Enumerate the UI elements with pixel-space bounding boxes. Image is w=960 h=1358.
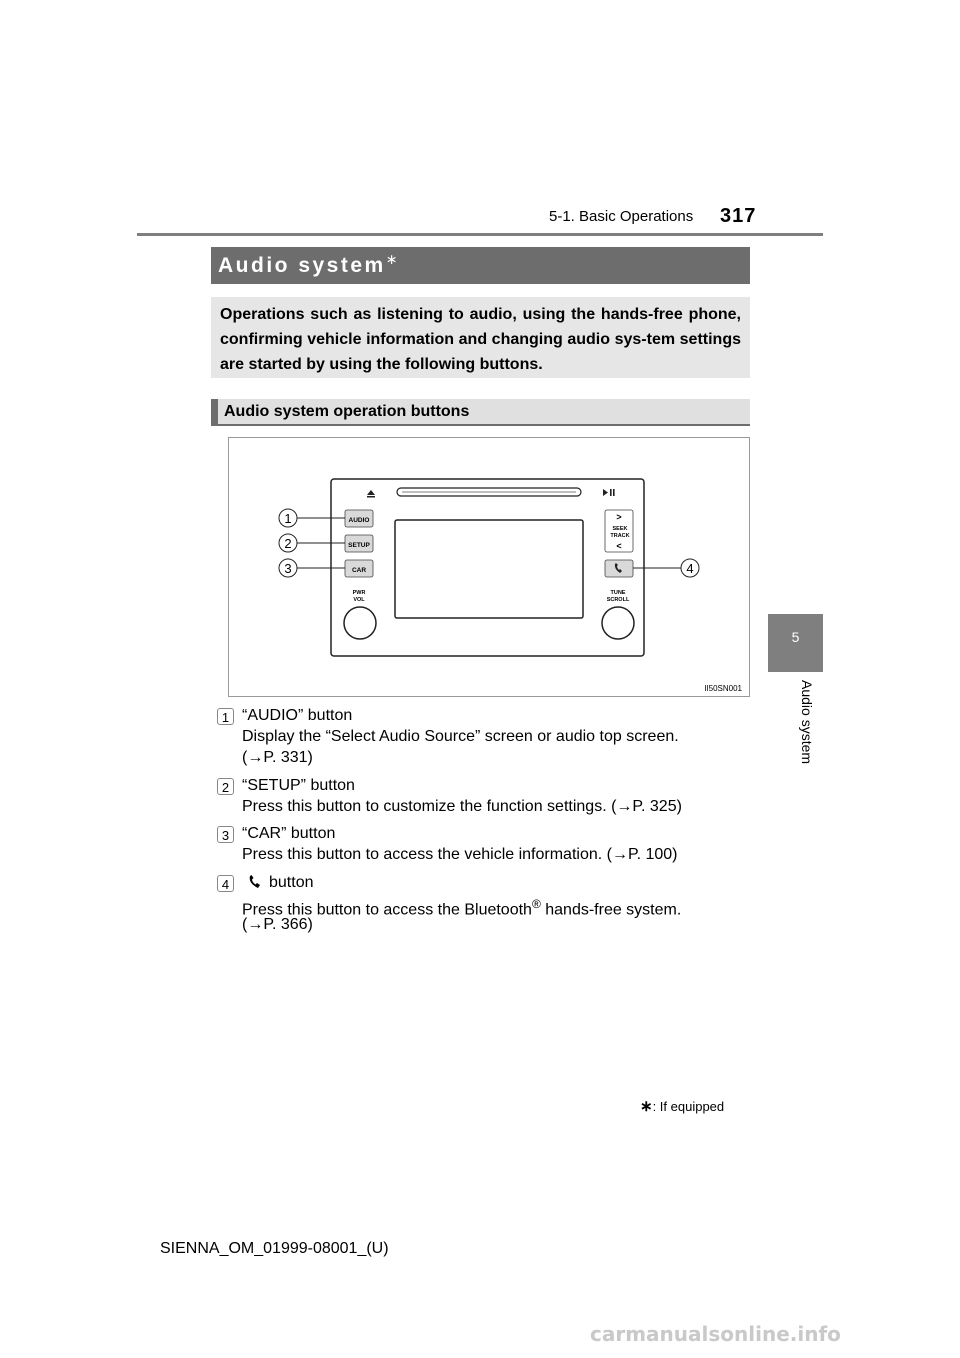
page-title xyxy=(211,247,750,284)
svg-text:>: > xyxy=(616,512,622,522)
tune-scroll-knob xyxy=(602,607,634,639)
callout-3-label: 3 xyxy=(284,561,292,576)
car-button-label: CAR xyxy=(351,567,367,574)
seek-label: SEEK xyxy=(612,526,628,532)
item-description-post: hands-free system. xyxy=(540,901,682,919)
illustration-code: II50SN001 xyxy=(704,684,742,693)
callout-1-label: 1 xyxy=(284,511,292,526)
header-rule xyxy=(137,233,823,236)
item-title: “CAR” button xyxy=(242,825,336,842)
intro-text: Operations such as listening to audio, using the hands-free phone, confirming vehicle information and changing audio sys-tem settings are started by using the following buttons. xyxy=(211,297,750,378)
chapter-name: Audio system xyxy=(799,680,815,765)
scroll-label: SCROLL xyxy=(606,597,630,603)
subheading-rule xyxy=(211,424,750,426)
subheading: Audio system operation buttons xyxy=(211,399,750,425)
watermark: carmanualsonline.info xyxy=(590,1322,841,1346)
setup-button-label: SETUP xyxy=(348,542,370,549)
chapter-tab xyxy=(768,614,823,672)
svg-text:<: < xyxy=(616,541,622,551)
phone-button xyxy=(605,560,633,577)
item-title: “SETUP” button xyxy=(242,777,355,794)
footnote-marker: ∗ xyxy=(640,1098,653,1115)
item-title: “AUDIO” button xyxy=(242,707,353,724)
callout-2-label: 2 xyxy=(284,536,292,551)
registered-mark: ® xyxy=(531,897,541,911)
item-number: 1 xyxy=(217,708,234,725)
section-title: 5-1. Basic Operations xyxy=(549,208,694,225)
item-description: Press this button to access the vehicle information. (→P. 100) xyxy=(242,846,678,863)
vol-label: VOL xyxy=(353,597,365,603)
item-description-pre: Press this button to access the Bluetooth xyxy=(242,901,532,919)
item-description: Press this button to customize the function settings. (→P. 325) xyxy=(242,798,682,815)
audio-button-label: AUDIO xyxy=(348,517,370,524)
footnote xyxy=(640,1097,724,1115)
item-reference: (→P. 366) xyxy=(242,916,313,933)
phone-icon xyxy=(247,875,261,889)
callout-4-label: 4 xyxy=(686,561,694,576)
item-car-button xyxy=(217,822,737,866)
page-title-text: Audio system xyxy=(218,254,386,277)
chapter-number: 5 xyxy=(791,629,800,645)
item-number: 3 xyxy=(217,826,234,843)
audio-unit-drawing xyxy=(229,438,751,698)
item-number: 4 xyxy=(217,875,234,892)
item-title: button xyxy=(269,874,314,891)
item-number: 2 xyxy=(217,778,234,795)
equipped-marker: ∗ xyxy=(385,251,400,267)
track-label: TRACK xyxy=(610,533,630,539)
tune-label: TUNE xyxy=(610,590,626,596)
display-screen xyxy=(395,520,583,618)
item-reference: (→P. 331) xyxy=(242,749,313,766)
power-volume-knob xyxy=(344,607,376,639)
item-title-row xyxy=(242,873,313,893)
footnote-text: : If equipped xyxy=(652,1099,725,1114)
item-phone-button xyxy=(217,871,737,937)
document-code: SIENNA_OM_01999-08001_(U) xyxy=(160,1240,389,1257)
pwr-label: PWR xyxy=(352,590,366,596)
item-setup-button xyxy=(217,774,737,818)
page-number: 317 xyxy=(720,205,757,227)
item-audio-button xyxy=(217,704,737,770)
item-description: Display the “Select Audio Source” screen or audio top screen. xyxy=(242,728,679,745)
audio-unit-illustration xyxy=(228,437,750,697)
